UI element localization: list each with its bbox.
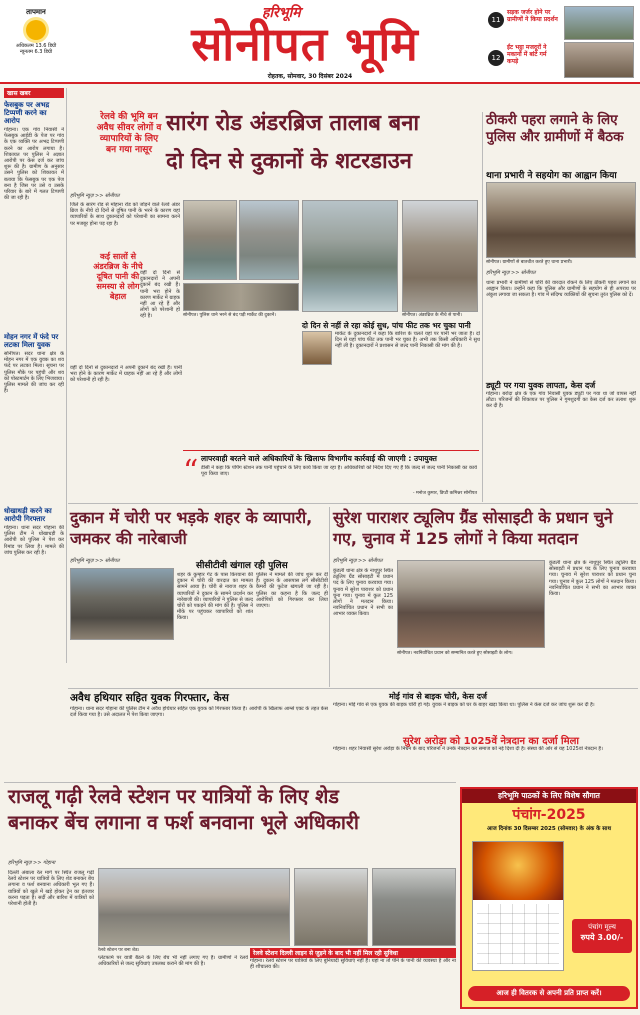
bottom-red-strip: रेलवे स्टेशन दिल्ली लाइन से जुड़ने के बाद भी नहीं मिल रही सुविधा	[250, 948, 456, 958]
right-sub-body: गोहाना। बरोदा क्षेत्र के एक गांव निवासी युवक ड्यूटी पर गया था जो वापस नहीं लौटा। परिजनों की शिकायत पर पुलिस ने गुमशुदगी का केस दर्ज कर तलाश शुरू कर दी है।	[486, 391, 636, 410]
lead-headline-2: दो दिन से दुकानों के शटरडाउन	[166, 149, 412, 174]
ad-footer: आज ही वितरक से अपनी प्रति प्राप्त करें।	[468, 986, 630, 1001]
teaser-2-num: 12	[488, 50, 504, 66]
teaser-1-photo	[564, 6, 634, 40]
dateline: रोहतक, सोमवार, 30 दिसंबर 2024	[267, 73, 353, 80]
right-lead-byline: हरिभूमि न्यूज़ >> सोनीपत	[486, 270, 536, 276]
middle-body-far-right: कुंडली थाना क्षेत्र के नाथूपुर स्थित ट्यूलिप ग्रैंड सोसाइटी में प्रधान पद के लिए चुनाव करवाया गया। चुनाव में सुरेश पाराशर को प्रधान चुना गया। चुनाव में कुल 125 लोगों ने मतदान किया। नवनिर्वाचित प्रधान ने सभी का आभार व्यक्त किया।	[549, 560, 636, 598]
calendar-ad	[460, 787, 638, 1009]
ad-title: पंचांग-2025	[512, 807, 586, 823]
calendar-deity-image	[473, 842, 563, 900]
lead-photo-2	[239, 200, 299, 280]
teaser-1	[488, 6, 636, 40]
middle-byline-left: हरिभूमि न्यूज़ >> सोनीपत	[70, 558, 120, 564]
bottom-photo-caption: रेलवे स्टेशन पर बना शेड।	[98, 948, 140, 953]
bottom-photo-2	[294, 868, 368, 946]
calendar-image	[472, 841, 564, 971]
ad-banner: हरिभूमि पाठकों के लिए विशेष सौगात	[462, 789, 636, 803]
middle-headline-right: सुरेश पाराशर ट्यूलिप ग्रैंड सोसाइटी के प्रधान चुने गए, चुनाव में 125 लोगों ने किया मतदान	[333, 508, 613, 548]
sun-icon	[26, 20, 46, 40]
middle-photo-left	[70, 568, 174, 640]
lead-sub-photo	[302, 331, 332, 365]
right-lead-body: थाना प्रभारी ने ग्रामीणों से चोरी की वारदात रोकने के लिए ठीकरी पहरा लगाने का आह्वान किया। उन्होंने कहा कि पुलिस और ग्रामीणों के सहयोग से ही अपराध पर अंकुश लगाया जा सकता है। गांव में संदिग्ध व्यक्तियों की सूचना तुरंत पुलिस को दें।	[486, 280, 636, 299]
left-story-3-body: गोहाना। थाना सदर गोहाना की पुलिस टीम ने धोखाधड़ी के आरोपी को पुलिस ने पेश कर रिमांड पर लिया है। मामले की जांच पुलिस कर रही है।	[4, 525, 64, 556]
lead-photo-1	[183, 200, 237, 280]
teaser-2-photo	[564, 42, 634, 78]
arora-head: सुरेश अरोड़ा को 1025वें नेत्रदान का दर्जा मिला	[403, 736, 579, 747]
bottom-body-2: प्लेटफार्म पर यात्री बैठने के लिए बेंच भी नहीं लगाए गए हैं। ग्रामीणों ने रेलवे अधिकारियों से जल्द सुविधाएं उपलब्ध कराने की मांग की है।	[98, 955, 248, 968]
lead-sub-body: मार्केट के दुकानदारों ने कहा कि बारिश के चलते यहां पर पानी भर जाता है। दो दिन से यहां पांच फीट तक पानी भर चुका है। अभी तक किसी अधिकारी ने सुध नहीं ली है। दुकानदारों ने प्रशासन से जल्द पानी निकासी की मांग की है।	[335, 331, 480, 350]
cctv-head: सीसीटीवी खंगाल रही पुलिस	[196, 561, 288, 571]
right-lead-subhead: थाना प्रभारी ने सहयोग का आह्वान किया	[486, 171, 617, 181]
weather-min: न्यूनतम 6.3 डिग्री	[19, 49, 53, 55]
left-story-1-body: गोहाना। एक गांव निवासी ने फेसबुक आईडी के पेज पर गांव के एक व्यक्ति पर अभद्र टिप्पणी करने का आरोप लगाया है। शिकायत पर पुलिस ने अज्ञात आरोपी पर केस दर्ज कर जांच शुरू की है। ग्रामीण के अनुसार उसने पुलिस को शिकायत में बताया कि फेसबुक पर एक पेज बना है जिस पर उसे व उसके परिवार के बारे में गलत टिप्पणी की जा रही है।	[4, 127, 64, 202]
bottom-strip-body: गोहाना। रेलवे स्टेशन पर यात्रियों के लिए बुनियादी सुविधाएं नहीं हैं। यहां ना तो पीने के पानी की व्यवस्था है और ना ही शौचालय की।	[250, 958, 456, 971]
middle-photo-right	[397, 560, 545, 648]
teaser-2	[488, 42, 636, 78]
middle-byline-right: हरिभूमि न्यूज़ >> सोनीपत	[333, 558, 383, 564]
left-story-3-title: धोखाधड़ी करने का आरोपी गिरफ्तार	[4, 507, 52, 523]
middle-headline-left: दुकान में चोरी पर भड़के शहर के व्यापारी, जमकर की नारेबाजी	[70, 508, 313, 548]
lead-quote-box	[183, 450, 479, 498]
bike-body: गोहाना। मोई गांव से एक युवक की बाइक चोरी हो गई। युवक ने बाइक को घर के बाहर खड़ा किया था। पुलिस ने केस दर्ज कर जांच शुरू कर दी है।	[333, 702, 595, 708]
masthead-title: सोनीपत भूमि	[191, 17, 419, 71]
middle-body-right: कुंडली थाना क्षेत्र के नाथूपुर स्थित ट्यूलिप ग्रैंड सोसाइटी में प्रधान पद के लिए चुनाव करवाया गया। चुनाव में सुरेश पाराशर को प्रधान चुना गया। चुनाव में कुल 125 लोगों ने मतदान किया। नवनिर्वाचित प्रधान ने सभी का आभार व्यक्त किया।	[333, 568, 393, 618]
lead-body-2: वहीं दो दिनों से दुकानदारों ने अपनी दुकानें बंद रखी हैं। पानी भरा होने के कारण मार्केट में ग्राहक नहीं आ रहे हैं और लोगों को परेशानी हो रही है।	[70, 365, 182, 384]
lead-photo-4	[402, 200, 478, 312]
calendar-grid	[477, 904, 559, 964]
lead-sub-headline: दो दिन से नहीं ले रहा कोई सुध, पांच फीट तक भर चुका पानी	[302, 321, 471, 330]
weather-label: तापमान	[26, 8, 46, 16]
weather-max: अधिकतम 13.6 डिग्री	[15, 43, 57, 49]
lead-body-1: जिले के सारंग रोड से मोहाना रोड को जोड़ने वाले रेलवे अंडर ब्रिज के नीचे दो दिनों से दूषित पानी के भरने के कारण यहां व्यापारियों के साथ दुकानदारों को परेशानी का सामना करने पर मजबूर होना पड़ रहा है।	[70, 202, 180, 227]
lead-photo-3	[302, 200, 398, 312]
lead-headline-1: सारंग रोड अंडरब्रिज तालाब बना	[166, 111, 420, 136]
bottom-photo-3	[372, 868, 456, 946]
lead-quote-body: डीसी ने कहा कि पंपिंग स्टेशन तक पानी पहुंचाने के लिए कार्य किया जा रहा है। अधिकारियों को निर्देश दिए गए हैं कि जल्द से जल्द पानी निकासी का कार्य पूरा किया जाए।	[201, 465, 477, 478]
bike-head: मोई गांव से बाइक चोरी, केस दर्ज	[389, 692, 487, 701]
right-lead-photo	[486, 182, 636, 258]
teaser-1-text: सड़क जर्जर होने पर ग्रामीणों ने किया प्रदर्शन	[507, 9, 558, 23]
teaser-1-num: 11	[488, 12, 504, 28]
middle-body-left: शहर के कुम्हार गेट के पास किरयाना की दुकान में चोरी की वारदात का मामला सामने आया है। चोरी से नाराज शहर के व्यापारियों ने दुकान के सामने प्रदर्शन कर नारेबाजी की। व्यापारियों ने पुलिस से जल्द चोरों को पकड़ने की मांग की है। पुलिस ने मौके पर पहुंचकर व्यापारियों को शांत किया।	[177, 572, 253, 622]
left-story-1-title: फेसबुक पर अभद्र टिप्पणी करने का आरोप	[4, 101, 50, 125]
bottom-body: दिल्ली अंबाला रेल मार्ग पर स्थित राजलू गढ़ी रेलवे स्टेशन पर यात्रियों के लिए शेड बनाकर बेंच लगाना व फर्श बनवाना अधिकारी भूल गए हैं। यात्रियों को खुले में खड़े होकर ट्रेन का इंतजार करना पड़ता है। सर्दी और बारिश में यात्रियों को परेशानी होती है।	[8, 870, 94, 908]
weapon-head: अवैध हथियार सहित युवक गिरफ्तार, केस	[70, 692, 229, 704]
middle-photo-right-caption: सोनीपत। नवनिर्वाचित प्रधान को सम्मानित करते हुए सोसाइटी के लोग।	[397, 651, 513, 656]
weapon-body: गोहाना। थाना सदर गोहाना की पुलिस टीम ने अवैध हथियार सहित एक युवक को गिरफ्तार किया है। आरोपी के खिलाफ आर्म्स एक्ट के तहत केस दर्ज किया गया है। उसे अदालत में पेश किया जाएगा।	[70, 706, 328, 719]
ad-price-box	[572, 919, 632, 953]
ad-price: रुपये 3.00/-	[580, 933, 624, 942]
right-lead-photo-caption: सोनीपत। ग्रामीणों से बातचीत करते हुए थाना प्रभारी।	[486, 260, 573, 265]
ad-price-label: पंचांग मूल्य	[588, 923, 616, 931]
left-column-header: खास खबर	[4, 88, 64, 98]
bottom-headline-2: बनाकर बेंच लगाना व फर्श बनवाना भूले अधिकारी	[8, 811, 359, 834]
teaser-2-text: ईंट भट्ठा मजदूरों ने मकानों में बांटे गर्म कपड़े	[507, 44, 547, 65]
brand-small: हरिभूमि	[262, 5, 301, 21]
middle-body-mid: पुलिस ने मामले की जांच शुरू कर दी है। दुकान के आसपास लगे सीसीटीवी कैमरों की फुटेज खंगाली जा रही है। पुलिस का कहना है कि जल्द ही आरोपियों को गिरफ्तार कर लिया जाएगा।	[256, 572, 328, 610]
bottom-byline: हरिभूमि न्यूज़ >> गोहाना	[8, 860, 56, 866]
ad-date-line: आज दिनांक 30 दिसम्बर 2025 (सोमवार) के अंक के साथ	[487, 826, 611, 832]
masthead	[0, 0, 640, 84]
left-story-2-body: सोनीपत। सदर थाना क्षेत्र के मोहन नगर में एक युवक का शव फंदे पर लटका मिला। सूचना पर पुलिस मौके पर पहुंची और शव को पोस्टमार्टम के लिए भिजवाया। पुलिस मामले की जांच कर रही है।	[4, 351, 64, 395]
bottom-photo-1	[98, 868, 290, 946]
lead-photo-2-caption: सोनीपत। पुलिस थाने भरने से बंद पड़ी मार्केट की दुकानें।	[183, 313, 276, 318]
lead-pull-quote: कई सालों से अंडरब्रिज के नीचे दूषित पानी की समस्या से लोग बेहाल	[93, 252, 143, 301]
lead-kicker: रेलवे की भूमि बन अवैध सीवर लोगों व व्यापारियों के लिए बन गया नासूर	[96, 112, 162, 155]
lead-quote-attr: - मनोज कुमार, डिप्टी कमिश्नर सोनीपत	[412, 491, 477, 496]
lead-quote-text: लापरवाही बरतने वाले अधिकारियों के खिलाफ विभागीय कार्रवाई की जाएगी : उपायुक्त	[201, 454, 437, 463]
arora-body: गोहाना। शहर निवासी सुरेश अरोड़ा के निधन के बाद परिजनों ने उनके नेत्रदान कर समाज को नई दिशा दी है। संस्था की ओर से यह 1025वां नेत्रदान है।	[333, 746, 603, 752]
weather-box	[6, 8, 66, 66]
lead-photo-2b	[183, 283, 299, 311]
left-story-2-title: मोहन नगर में फंदे पर लटका मिला युवक	[4, 333, 59, 349]
bottom-headline-1: राजलू गढ़ी रेलवे स्टेशन पर यात्रियों के लिए शेड	[8, 785, 339, 808]
lead-body-mid: वहीं दो दिनों से दुकानदारों ने अपनी दुकानें बंद रखी हैं। पानी भरा होने के कारण मार्केट में ग्राहक नहीं आ रहे हैं और लोगों को परेशानी हो रही है।	[140, 270, 180, 320]
left-column	[4, 88, 64, 663]
right-sub-head: ड्यूटी पर गया युवक लापता, केस दर्ज	[486, 381, 596, 390]
quote-mark-icon: “	[183, 454, 199, 489]
right-lead-headline: ठीकरी पहरा लगाने के लिए पुलिस और ग्रामीणों में बैठक	[486, 112, 624, 145]
lead-photo-3-caption: सोनीपत। अंडरब्रिज के नीचे से पानी।	[402, 313, 462, 318]
lead-byline: हरिभूमि न्यूज़ >> सोनीपत	[70, 193, 120, 199]
